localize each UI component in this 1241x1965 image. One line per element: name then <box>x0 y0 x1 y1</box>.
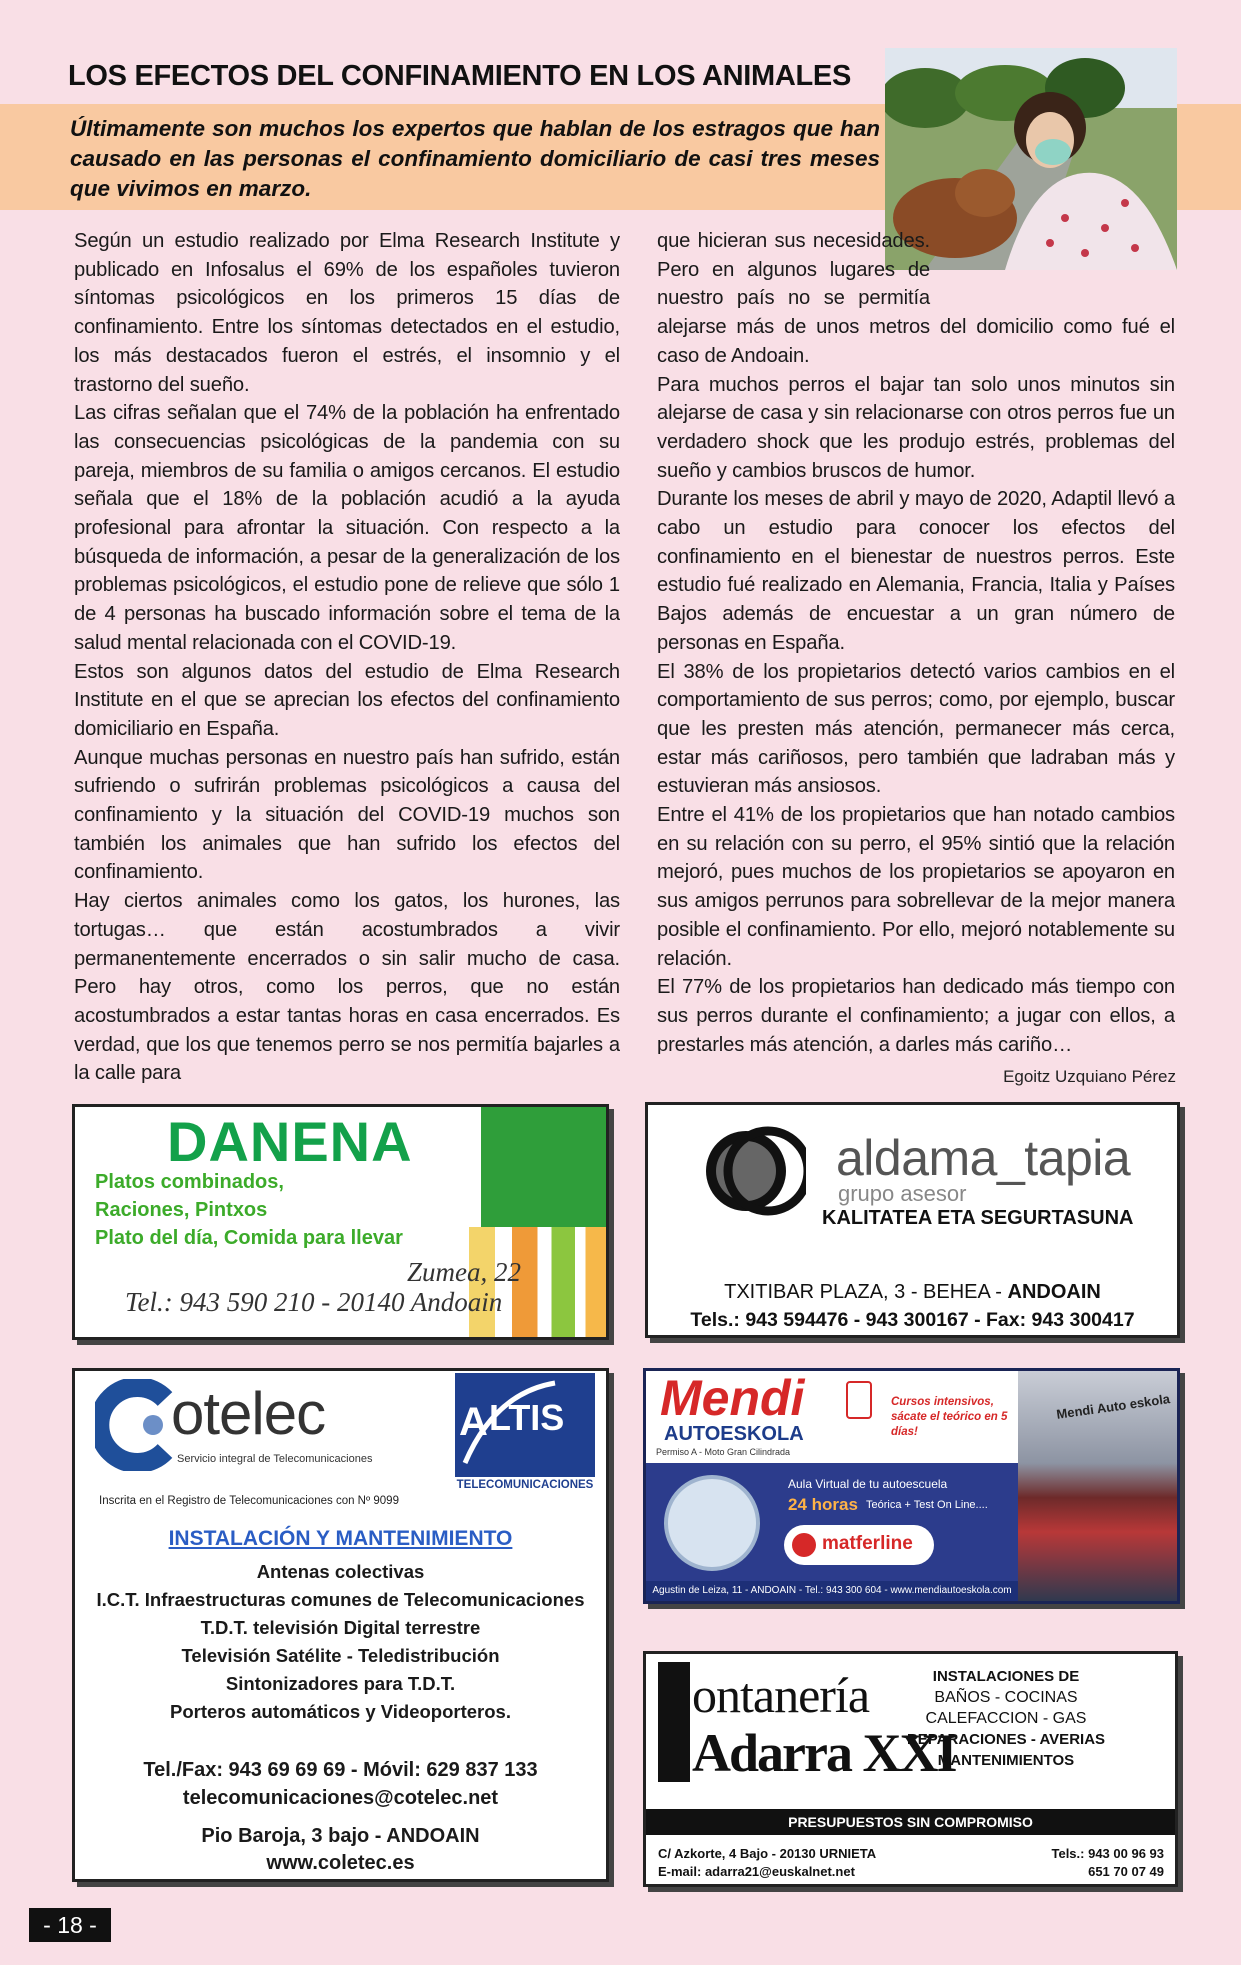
brand-subtitle: AUTOESKOLA <box>664 1423 804 1445</box>
article-column-2 <box>657 227 1175 1054</box>
service-item: Antenas colectivas <box>256 1561 425 1582</box>
banner: PRESUPUESTOS SIN COMPROMISO <box>646 1809 1175 1835</box>
service-item: CALEFACCION - GAS <box>925 1710 1087 1727</box>
virtual-class-text: Aula Virtual de tu autoescuela <box>788 1477 948 1491</box>
phones: Tels.: 943 594476 - 943 300167 - Fax: 943 300417 <box>690 1309 1135 1331</box>
virtual-class-badge-icon <box>664 1475 760 1571</box>
logo-line-2: Adarra XXI <box>692 1723 956 1783</box>
aldama-logo-icon <box>706 1121 806 1226</box>
paragraph: Durante los meses de abril y mayo de 2020, Adaptil llevó a cabo un estudio para conocer los efectos del confinamiento en el bienestar de nuestros perros. Este estudio fué realizado en Alemania, Francia, Italia y Países Bajos además de encuestar a un gran número de personas en España. <box>657 488 1175 654</box>
brand-name: otelec <box>171 1380 326 1447</box>
paragraph: Hay ciertos animales como los gatos, los hurones, las tortugas… que están acostumbrados a vivir permanentemente encerrados o sin salir mucho de casa. Pero hay otros, como los perros, que no están acostumbrados a estar tantas horas en casa encerrados. Es verdad, que los que tenemos perro se nos permitía bajarles a la calle para <box>74 890 620 1084</box>
email: telecomunicaciones@cotelec.net <box>182 1787 499 1809</box>
promo-text: Cursos intensivos, sácate el teórico en 5 días! <box>891 1396 1008 1438</box>
brand-name: DANENA <box>167 1110 413 1173</box>
tagline: KALITATEA ETA SEGURTASUNA <box>822 1207 1134 1229</box>
service-item: I.C.T. Infraestructuras comunes de Telecomunicaciones <box>96 1589 585 1610</box>
address <box>648 1281 1177 1304</box>
ad-danena[interactable] <box>72 1104 609 1340</box>
address: Pio Baroja, 3 bajo - ANDOAIN <box>201 1825 480 1847</box>
ad-mendi-autoeskola[interactable] <box>643 1368 1180 1604</box>
article-column-1 <box>74 227 620 1084</box>
partner-name: LTIS <box>489 1397 565 1438</box>
altis-logo <box>455 1373 595 1477</box>
ad-cotelec[interactable] <box>72 1368 609 1882</box>
menu-line: Plato del día, Comida para llevar <box>95 1227 403 1249</box>
ad-aldama-tapia[interactable] <box>645 1102 1180 1338</box>
website: www.coletec.es <box>266 1852 415 1874</box>
service-item: REPARACIONES - AVERIAS <box>906 1731 1106 1748</box>
storefront-sign: Mendi Auto eskola <box>1055 1391 1171 1422</box>
tagline: Servicio integral de Telecomunicaciones <box>177 1453 373 1465</box>
address: C/ Azkorte, 4 Bajo - 20130 URNIETA <box>658 1846 877 1861</box>
paragraph: El 38% de los propietarios detectó varios cambios en el comportamiento de sus perros; como, por ejemplo, buscar que les presten más atención, permanecer más cerca, estar más cariñosos, pero también que ladraban más y estuvieran más ansiosos. <box>657 660 1175 798</box>
license-note: Permiso A - Moto Gran Cilindrada <box>656 1447 791 1457</box>
paragraph: Según un estudio realizado por Elma Research Institute y publicado en Infosalus el 69% de los españoles tuvieron síntomas psicológicos en los primeros 15 días de confinamiento. Entre los síntomas detectados en el estudio, los más destacados fueron el estrés, el insomnio y el trastorno del sueño. <box>74 230 620 396</box>
paragraph: Aunque muchas personas en nuestro país han sufrido, están sufriendo o sufrirán problemas psicológicos a causa del confinamiento y la situación del COVID-19 muchos son también los animales que han sufrido los efectos del confinamiento. <box>74 746 620 884</box>
service-item: MANTENIMIENTOS <box>937 1752 1075 1769</box>
address: Zumea, 22 <box>407 1257 521 1287</box>
article-lead: Últimamente son muchos los expertos que hablan de los estragos que han causado en las personas el confinamiento domiciliario de casi tres meses que vivimos en marzo. <box>70 116 880 201</box>
menu-line: Platos combinados, <box>95 1171 284 1193</box>
car-icon <box>792 1533 816 1557</box>
phone-2: 651 70 07 49 <box>1088 1864 1164 1879</box>
menu-line: Raciones, Pintxos <box>95 1199 268 1221</box>
service-item: INSTALACIONES DE <box>932 1668 1080 1685</box>
brand-name: Mendi <box>660 1370 805 1426</box>
cotelec-c-logo-icon <box>95 1379 173 1476</box>
hours: 24 horas <box>788 1495 858 1514</box>
address-town: ANDOAIN <box>1007 1281 1101 1303</box>
phone-1: Tels.: 943 00 96 93 <box>1051 1846 1164 1861</box>
logo-initial-f <box>658 1662 690 1782</box>
footer-contact: Agustin de Leiza, 11 - ANDOAIN - Tel.: 943 300 604 - www.mendiautoeskola.com <box>646 1581 1018 1601</box>
matferline-name: matferline <box>822 1533 913 1554</box>
article-author: Egoitz Uzquiano Pérez <box>1003 1067 1176 1086</box>
article-title: LOS EFECTOS DEL CONFINAMIENTO EN LOS ANIMALES <box>68 60 851 92</box>
matferline-badge <box>784 1525 934 1565</box>
registry-note: Inscrita en el Registro de Telecomunicaciones con Nº 9099 <box>99 1495 399 1507</box>
paragraph: Para muchos perros el bajar tan solo unos minutos sin alejarse de casa y sin relacionarse con otros perros fue un verdadero shock que les produjo estrés, problemas del sueño y cambios bruscos de humor. <box>657 373 1175 482</box>
service-item: Sintonizadores para T.D.T. <box>225 1673 456 1694</box>
partner-subtitle: TELECOMUNICACIONES <box>456 1479 594 1491</box>
svg-text:A: A <box>459 1400 488 1444</box>
paragraph: Las cifras señalan que el 74% de la población ha enfrentado las consecuencias psicológicas de la pandemia con su pareja, miembros de su familia o amigos cercanos. El estudio señala que el 18% de la población acudió a la ayuda profesional para afrontar la situación. Con respecto a la búsqueda de información, a pesar de la generalización de los problemas psicológicos, el estudio pone de relieve que sólo 1 de 4 personas ha buscado información sobre el tema de la salud mental relacionada con el COVID-19. <box>74 402 620 654</box>
ad-fontaneria-adarra[interactable] <box>643 1651 1178 1887</box>
phone: Tel.: 943 590 210 - 20140 Andoain <box>125 1287 503 1317</box>
service-item: BAÑOS - COCINAS <box>934 1689 1078 1706</box>
paragraph: El 77% de los propietarios han dedicado más tiempo con sus perros durante el confinamiento; a jugar con ellos, a prestarles más atención, a darles más cariño… <box>657 976 1175 1054</box>
service-item: Televisión Satélite - Teledistribución <box>181 1645 500 1666</box>
logo-line-1: ontanería <box>692 1667 870 1723</box>
page-number: - 18 - <box>29 1908 111 1942</box>
phone: Tel./Fax: 943 69 69 69 - Móvil: 629 837 133 <box>143 1759 538 1781</box>
brand-name: aldama_tapia <box>836 1130 1131 1186</box>
address-street: TXITIBAR PLAZA, 3 - BEHEA - <box>724 1281 1008 1303</box>
service-item: T.D.T. televisión Digital terrestre <box>200 1617 481 1638</box>
service-item: Porteros automáticos y Videoporteros. <box>170 1701 511 1722</box>
hours-detail: Teórica + Test On Line.... <box>866 1499 988 1511</box>
paragraph: Estos son algunos datos del estudio de Elma Research Institute en el que se aprecian los efectos del confinamiento domiciliario en España. <box>74 660 620 740</box>
services-heading: INSTALACIÓN Y MANTENIMIENTO <box>168 1527 513 1550</box>
brand-subtitle: grupo asesor <box>838 1181 967 1206</box>
phone-app-icon <box>846 1381 872 1419</box>
paragraph: que hicieran sus necesidades. Pero en algunos lugares de nuestro país no se permitía alejarse más de unos metros del domicilio como fué el caso de Andoain. <box>657 230 1175 367</box>
email: E-mail: adarra21@euskalnet.net <box>658 1864 855 1879</box>
services-list <box>886 1666 1126 1771</box>
paragraph: Entre el 41% de los propietarios que han notado cambios en su relación con su perro, el 95% sintió que la relación mejoró, pues muchos de los propietarios se apoyaron en sus amigos perrunos para sobrellevar de la mejor manera posible el confinamiento. Por ello, mejoró notablemente su relación. <box>657 804 1175 970</box>
